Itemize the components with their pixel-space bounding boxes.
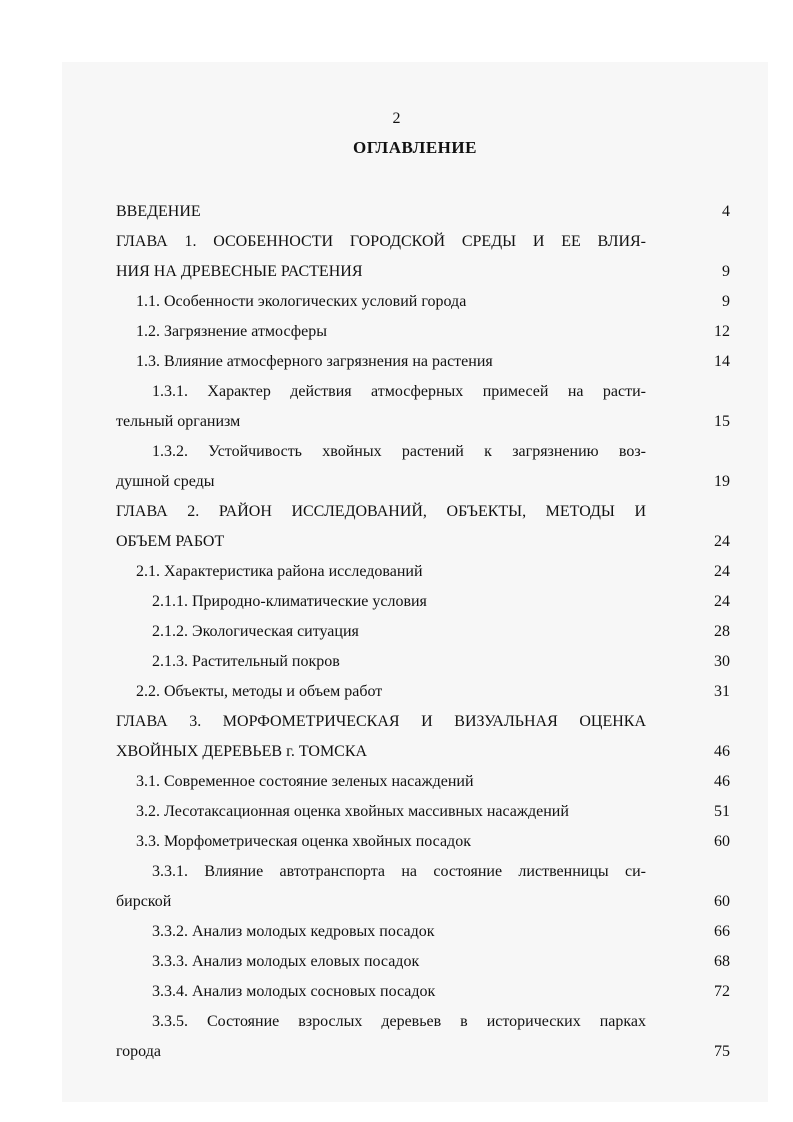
- toc-entry[interactable]: [116, 917, 730, 947]
- toc-entry-text: 3.3.5. Состояние взрослых деревьев в исторических парках: [152, 1013, 646, 1030]
- toc-entry-text: 3.3.3. Анализ молодых еловых посадок: [152, 953, 420, 970]
- toc-entry-text: НИЯ НА ДРЕВЕСНЫЕ РАСТЕНИЯ: [116, 263, 363, 280]
- toc-page-number: 72: [714, 983, 730, 1000]
- toc-entry-text: 1.3.2. Устойчивость хвойных растений к загрязнению воз-: [152, 443, 646, 460]
- toc-line: [116, 947, 730, 977]
- toc-entry[interactable]: [116, 557, 730, 587]
- toc-page-number: 12: [714, 323, 730, 340]
- toc-entry[interactable]: [116, 437, 730, 497]
- toc-entry[interactable]: [116, 377, 730, 437]
- toc-entry[interactable]: [116, 977, 730, 1007]
- toc-entry-text: 2.1. Характеристика района исследований: [136, 563, 423, 580]
- toc-entry-text: 1.3. Влияние атмосферного загрязнения на растения: [136, 353, 493, 370]
- page-title: ОГЛАВЛЕНИЕ: [353, 138, 477, 157]
- toc-entry-text: 2.1.3. Растительный покров: [152, 653, 340, 670]
- toc-line: [116, 557, 730, 587]
- toc-line: [116, 857, 730, 887]
- toc-entry-text: ГЛАВА 3. МОРФОМЕТРИЧЕСКАЯ И ВИЗУАЛЬНАЯ ОЦЕНКА: [116, 713, 646, 730]
- toc-entry-text: 3.3.1. Влияние автотранспорта на состояние лиственницы си-: [152, 863, 646, 880]
- toc-page-number: 51: [714, 803, 730, 820]
- toc-entry-text: 1.2. Загрязнение атмосферы: [136, 323, 327, 340]
- toc-page-number: 9: [722, 263, 730, 280]
- toc-entry[interactable]: [116, 497, 730, 557]
- toc-line: [116, 197, 730, 227]
- toc-entry-text: бирской: [116, 893, 172, 910]
- toc-line: [116, 737, 730, 767]
- toc-entry-text: города: [116, 1043, 161, 1060]
- table-of-contents: [116, 197, 730, 1067]
- toc-entry-text: ОБЪЕМ РАБОТ: [116, 533, 225, 550]
- toc-line: [116, 227, 730, 257]
- toc-entry-text: 1.3.1. Характер действия атмосферных примесей на расти-: [152, 383, 646, 400]
- toc-entry[interactable]: [116, 827, 730, 857]
- toc-entry[interactable]: [116, 797, 730, 827]
- toc-entry-text: ВВЕДЕНИЕ: [116, 203, 201, 220]
- toc-line: [116, 407, 730, 437]
- toc-line: [116, 497, 730, 527]
- toc-page-number: 31: [714, 683, 730, 700]
- toc-line: [116, 797, 730, 827]
- toc-page-number: 15: [714, 413, 730, 430]
- toc-line: [116, 317, 730, 347]
- toc-page-number: 60: [714, 833, 730, 850]
- toc-entry[interactable]: [116, 947, 730, 977]
- toc-line: [116, 1007, 730, 1037]
- toc-entry[interactable]: [116, 1007, 730, 1067]
- toc-line: [116, 437, 730, 467]
- toc-entry-text: 3.3. Морфометрическая оценка хвойных посадок: [136, 833, 471, 850]
- toc-page-number: 46: [714, 743, 730, 760]
- page-number: 2: [392, 110, 401, 127]
- toc-entry-text: 3.3.4. Анализ молодых сосновых посадок: [152, 983, 436, 1000]
- toc-page-number: 30: [714, 653, 730, 670]
- toc-entry-text: 2.2. Объекты, методы и объем работ: [136, 683, 383, 700]
- toc-entry[interactable]: [116, 767, 730, 797]
- toc-page-number: 24: [714, 593, 730, 610]
- toc-page-number: 75: [714, 1043, 730, 1060]
- toc-line: [116, 617, 730, 647]
- toc-entry[interactable]: [116, 227, 730, 287]
- toc-line: [116, 977, 730, 1007]
- toc-entry-text: ХВОЙНЫХ ДЕРЕВЬЕВ г. ТОМСКА: [116, 743, 368, 760]
- toc-entry-text: 3.2. Лесотаксационная оценка хвойных массивных насаждений: [136, 803, 569, 820]
- toc-entry-text: ГЛАВА 2. РАЙОН ИССЛЕДОВАНИЙ, ОБЪЕКТЫ, МЕТОДЫ И: [116, 503, 646, 520]
- toc-entry[interactable]: [116, 677, 730, 707]
- toc-page-number: 24: [714, 563, 730, 580]
- toc-entry[interactable]: [116, 857, 730, 917]
- toc-entry-text: душной среды: [116, 473, 215, 490]
- toc-line: [116, 587, 730, 617]
- toc-page-number: 14: [714, 353, 730, 370]
- toc-entry-text: 2.1.2. Экологическая ситуация: [152, 623, 359, 640]
- toc-entry-text: ГЛАВА 1. ОСОБЕННОСТИ ГОРОДСКОЙ СРЕДЫ И ЕЕ ВЛИЯ-: [116, 233, 646, 250]
- toc-entry-text: 3.3.2. Анализ молодых кедровых посадок: [152, 923, 435, 940]
- toc-line: [116, 1037, 730, 1067]
- toc-entry[interactable]: [116, 317, 730, 347]
- toc-entry[interactable]: [116, 647, 730, 677]
- toc-line: [116, 287, 730, 317]
- toc-entry[interactable]: [116, 287, 730, 317]
- toc-line: [116, 887, 730, 917]
- toc-entry[interactable]: [116, 587, 730, 617]
- toc-page-number: 60: [714, 893, 730, 910]
- toc-line: [116, 347, 730, 377]
- toc-page-number: 9: [722, 293, 730, 310]
- toc-page-number: 4: [722, 203, 730, 220]
- toc-page-number: 68: [714, 953, 730, 970]
- toc-line: [116, 647, 730, 677]
- toc-page-number: 28: [714, 623, 730, 640]
- toc-entry[interactable]: [116, 617, 730, 647]
- toc-line: [116, 827, 730, 857]
- toc-page-number: 19: [714, 473, 730, 490]
- toc-line: [116, 707, 730, 737]
- toc-line: [116, 767, 730, 797]
- toc-page-number: 24: [714, 533, 730, 550]
- toc-line: [116, 257, 730, 287]
- toc-entry[interactable]: [116, 707, 730, 767]
- toc-entry-text: 3.1. Современное состояние зеленых насаждений: [136, 773, 474, 790]
- toc-line: [116, 917, 730, 947]
- toc-line: [116, 677, 730, 707]
- toc-entry[interactable]: [116, 347, 730, 377]
- toc-line: [116, 467, 730, 497]
- toc-page-number: 46: [714, 773, 730, 790]
- toc-entry[interactable]: [116, 197, 730, 227]
- toc-page-number: 66: [714, 923, 730, 940]
- toc-line: [116, 377, 730, 407]
- toc-entry-text: тельный организм: [116, 413, 241, 430]
- toc-entry-text: 1.1. Особенности экологических условий города: [136, 293, 467, 310]
- toc-line: [116, 527, 730, 557]
- toc-entry-text: 2.1.1. Природно-климатические условия: [152, 593, 427, 610]
